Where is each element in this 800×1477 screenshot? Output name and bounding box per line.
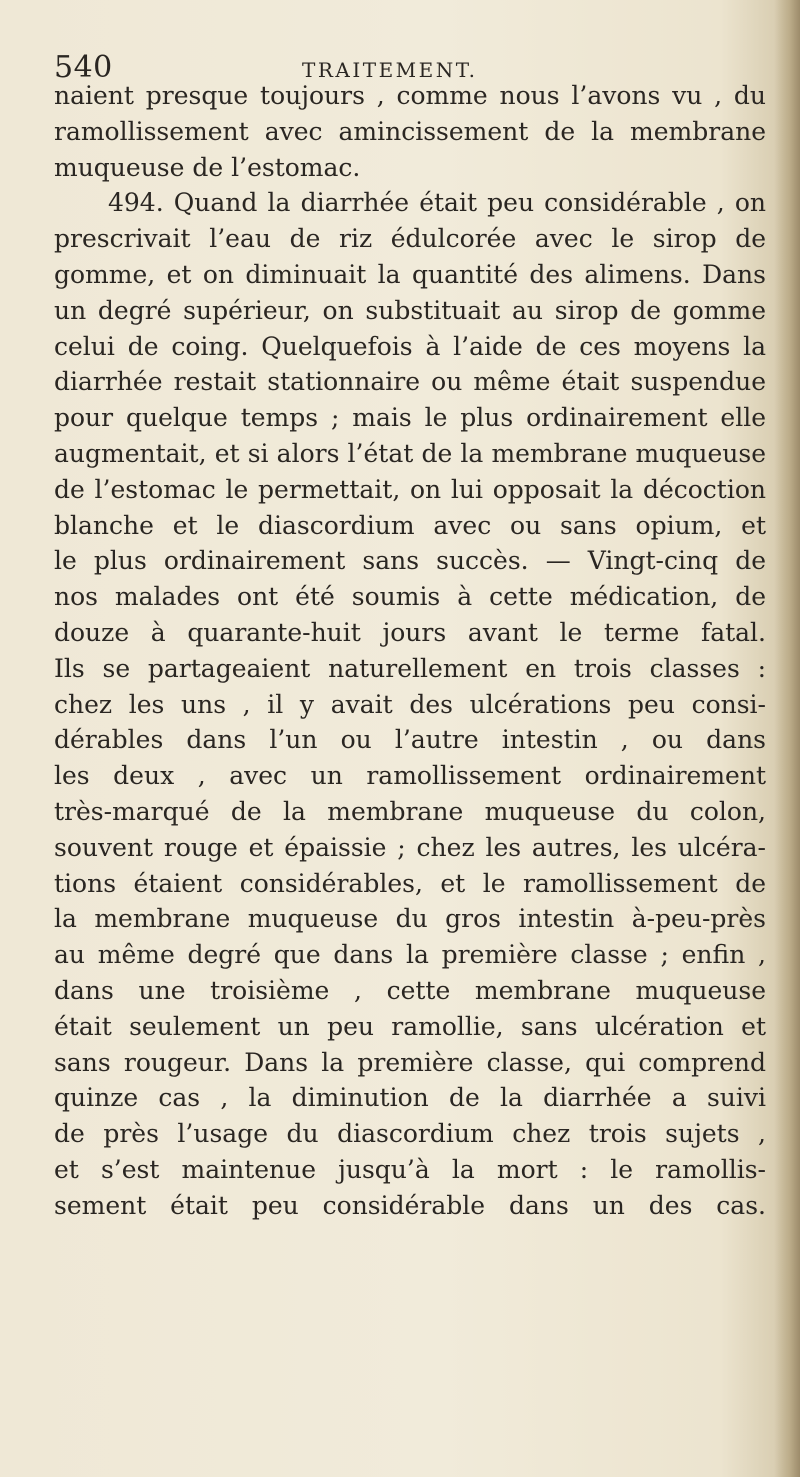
text-line: ramollissement avec amincissement de la membrane xyxy=(54,116,766,146)
text-line: celui de coing. Quelquefois à l’aide de ces moyens la xyxy=(54,331,766,361)
text-line: au même degré que dans la première classe ; enfin , xyxy=(54,940,766,970)
text-line: de près l’usage du diascordium chez trois sujets , xyxy=(54,1119,766,1149)
text-line: blanche et le diascordium avec ou sans opium, et xyxy=(54,510,766,540)
text-line: Ils se partageaient naturellement en trois classes : xyxy=(54,653,766,683)
text-line: souvent rouge et épaissie ; chez les autres, les ulcéra- xyxy=(54,832,766,862)
text-line: douze à quarante-huit jours avant le terme fatal. xyxy=(54,617,766,647)
text-line: sans rougeur. Dans la première classe, qui comprend xyxy=(54,1047,766,1077)
text-line: nos malades ont été soumis à cette médication, de xyxy=(54,582,766,612)
text-line: augmentait, et si alors l’état de la membrane muqueuse xyxy=(54,438,766,468)
running-head: TRAITEMENT. xyxy=(302,58,478,82)
text-line: prescrivait l’eau de riz édulcorée avec le sirop de xyxy=(54,224,766,254)
text-line: les deux , avec un ramollissement ordinairement xyxy=(54,761,766,791)
page-number: 540 xyxy=(54,50,113,85)
text-line: tions étaient considérables, et le ramollissement de xyxy=(54,868,766,898)
text-line: sement était peu considérable dans un des cas. xyxy=(54,1190,766,1220)
text-line: très-marqué de la membrane muqueuse du colon, xyxy=(54,796,766,826)
text-line: dérables dans l’un ou l’autre intestin , ou dans xyxy=(54,725,766,755)
text-line: la membrane muqueuse du gros intestin à-peu-près xyxy=(54,904,766,934)
body-text xyxy=(54,78,766,1224)
page-edge-shadow xyxy=(774,0,800,1477)
text-line: chez les uns , il y avait des ulcérations peu consi- xyxy=(54,689,766,719)
text-line: gomme, et on diminuait la quantité des alimens. Dans xyxy=(54,259,766,289)
text-line: et s’est maintenue jusqu’à la mort : le ramollis- xyxy=(54,1154,766,1184)
text-line: un degré supérieur, on substituait au sirop de gomme xyxy=(54,295,766,325)
text-line: de l’estomac le permettait, on lui opposait la décoction xyxy=(54,474,766,504)
text-line: diarrhée restait stationnaire ou même était suspendue xyxy=(54,367,766,397)
text-line: naient presque toujours , comme nous l’avons vu , du xyxy=(54,81,766,110)
text-line: muqueuse de l’estomac. xyxy=(54,152,361,182)
text-line: pour quelque temps ; mais le plus ordinairement elle xyxy=(54,403,766,433)
text-line: était seulement un peu ramollie, sans ulcération et xyxy=(54,1011,766,1041)
paragraph-start-line: 494. Quand la diarrhée était peu considérable , on xyxy=(108,188,766,218)
text-line: quinze cas , la diminution de la diarrhée a suivi xyxy=(54,1083,766,1113)
text-line: le plus ordinairement sans succès. — Vingt-cinq de xyxy=(54,546,766,576)
text-line: dans une troisième , cette membrane muqueuse xyxy=(54,975,766,1005)
